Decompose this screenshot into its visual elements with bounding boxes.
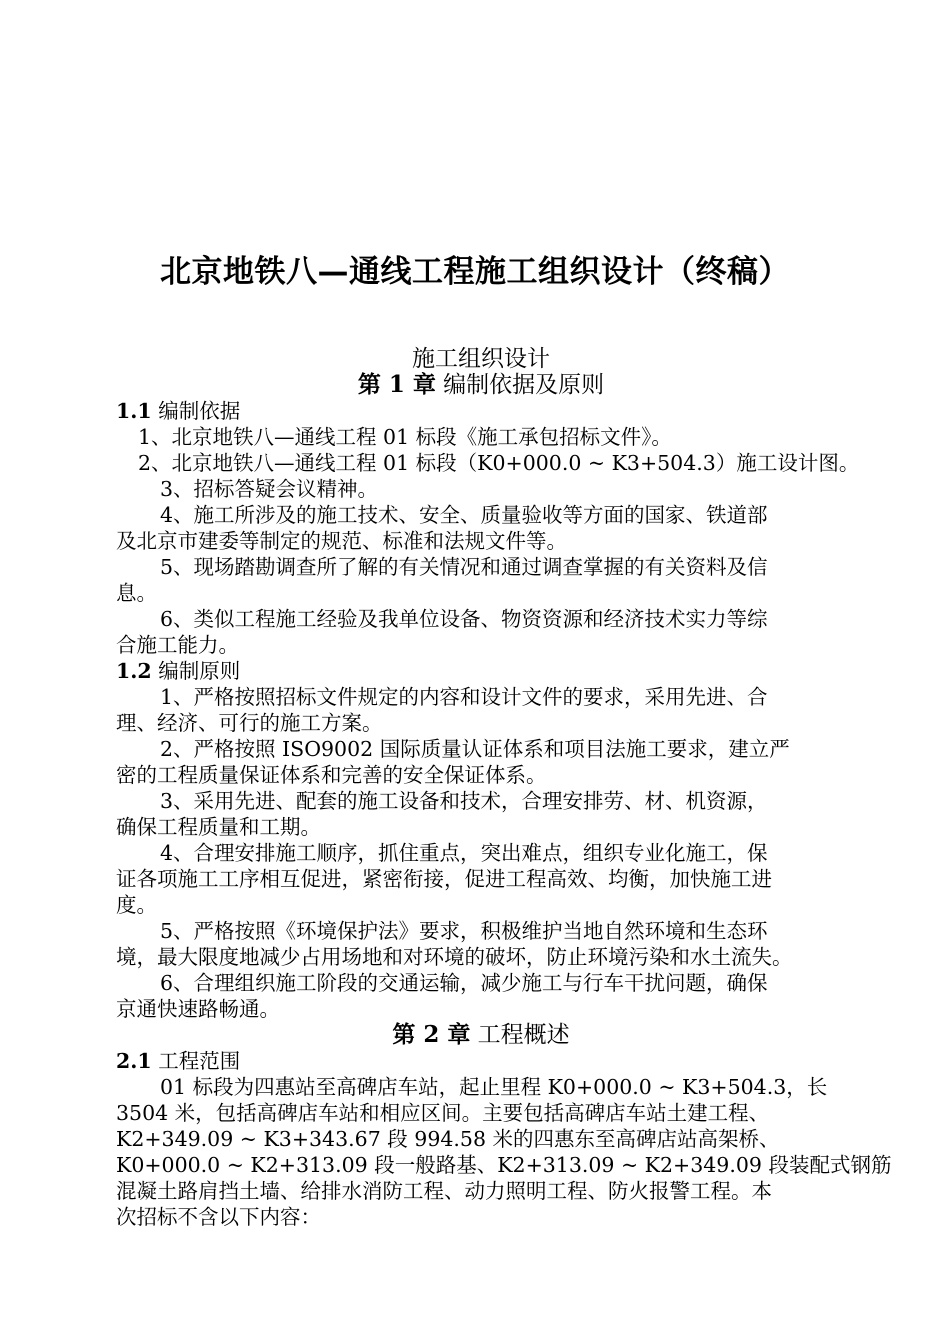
basis-line: 2、北京地铁八—通线工程 01 标段（K0+000.0 ~ K3+504.3）施工设计图。 (138, 451, 860, 475)
principle-line: 2、严格按照 ISO9002 国际质量认证体系和项目法施工要求，建立严 (160, 737, 790, 761)
chapter-1-title: 编制依据及原则 (443, 372, 605, 398)
scope-line: K0+000.0 ~ K2+313.09 段一般路基、K2+313.09 ~ K2+349.09 段装配式钢筋 (116, 1153, 892, 1177)
document-title: 北京地铁八—通线工程施工组织设计（终稿） (160, 254, 790, 290)
basis-line: 息。 (116, 581, 157, 605)
principle-line: 4、合理安排施工顺序，抓住重点，突出难点，组织专业化施工，保 (160, 841, 768, 865)
section-1-2-title: 编制原则 (158, 659, 241, 683)
section-1-2-number: 1.2 (116, 659, 152, 683)
basis-line: 及北京市建委等制定的规范、标准和法规文件等。 (116, 529, 567, 553)
section-1-1-heading (116, 398, 846, 424)
principle-line: 密的工程质量保证体系和完善的安全保证体系。 (116, 763, 547, 787)
section-1-1-title: 编制依据 (158, 399, 241, 423)
basis-line: 1、北京地铁八—通线工程 01 标段《施工承包招标文件》。 (138, 425, 672, 449)
principle-line: 确保工程质量和工期。 (116, 815, 321, 839)
principle-line: 京通快速路畅通。 (116, 997, 280, 1021)
section-1-1-number: 1.1 (116, 399, 152, 423)
principle-line: 6、合理组织施工阶段的交通运输，减少施工与行车干扰问题，确保 (160, 971, 768, 995)
principle-line: 理、经济、可行的施工方案。 (116, 711, 383, 735)
section-2-1-number: 2.1 (116, 1049, 152, 1073)
section-1-2-heading (116, 658, 846, 684)
subtitle: 施工组织设计 (412, 346, 550, 372)
chapter-2-number: 第 2 章 (392, 1021, 471, 1048)
scope-line: 01 标段为四惠站至高碑店车站，起止里程 K0+000.0 ~ K3+504.3，长 (160, 1075, 828, 1099)
basis-line: 4、施工所涉及的施工技术、安全、质量验收等方面的国家、铁道部 (160, 503, 768, 527)
principle-line: 境，最大限度地减少占用场地和对环境的破坏，防止环境污染和水土流失。 (116, 945, 793, 969)
document-body (116, 346, 892, 1230)
basis-line: 3、招标答疑会议精神。 (160, 477, 379, 501)
section-2-1-title: 工程范围 (158, 1049, 241, 1073)
scope-line: 3504 米，包括高碑店车站和相应区间。主要包括高碑店车站土建工程、 (116, 1101, 770, 1125)
basis-line: 合施工能力。 (116, 633, 239, 657)
basis-line: 6、类似工程施工经验及我单位设备、物资资源和经济技术实力等综 (160, 607, 768, 631)
chapter-1-heading (116, 372, 846, 398)
section-2-1-heading (116, 1048, 846, 1074)
scope-line: K2+349.09 ~ K3+343.67 段 994.58 米的四惠东至高碑店站高架桥、 (116, 1127, 780, 1151)
principle-line: 证各项施工工序相互促进，紧密衔接，促进工程高效、均衡，加快施工进 (116, 867, 772, 891)
principle-line: 5、严格按照《环境保护法》要求，积极维护当地自然环境和生态环 (160, 919, 768, 943)
chapter-1-number: 第 1 章 (357, 371, 436, 398)
chapter-2-title: 工程概述 (477, 1022, 570, 1048)
scope-line: 次招标不含以下内容： (116, 1205, 321, 1229)
basis-line: 5、现场踏勘调查所了解的有关情况和通过调查掌握的有关资料及信 (160, 555, 768, 579)
principle-line: 3、采用先进、配套的施工设备和技术，合理安排劳、材、机资源， (160, 789, 768, 813)
principle-line: 度。 (116, 893, 157, 917)
scope-line: 混凝土路肩挡土墙、给排水消防工程、动力照明工程、防火报警工程。本 (116, 1179, 772, 1203)
principle-line: 1、严格按照招标文件规定的内容和设计文件的要求，采用先进、合 (160, 685, 768, 709)
chapter-2-heading (116, 1022, 846, 1048)
